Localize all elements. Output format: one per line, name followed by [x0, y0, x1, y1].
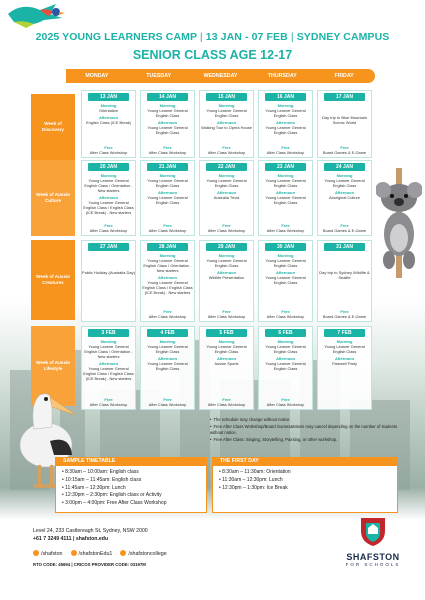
- cell-date: 7 FEB: [324, 329, 365, 337]
- cell-free: Free After Class Workshop: [207, 223, 246, 234]
- first-day-item: • 11:30am – 12:30pm: Lunch: [219, 476, 283, 483]
- cell-morning: Morning Young Learner General English Class: [147, 173, 188, 189]
- cell-morning: Morning Young Learner General English Class: [265, 253, 306, 269]
- cell-free: Free After Class Workshop: [148, 397, 187, 408]
- cell-free: Free After Class Workshop: [266, 223, 305, 234]
- schedule-cell: [81, 326, 136, 410]
- cell-date: 24 JAN: [324, 163, 365, 171]
- cell-afternoon: Afternoon Wildlife Presentation: [208, 270, 245, 281]
- schedule-cell: [140, 240, 195, 322]
- program-campus: SYDNEY CAMPUS: [296, 31, 390, 43]
- note-item: • Free After Class Workshop/Board Games&Movie may cancel depending on the number of students without notice.: [210, 424, 398, 436]
- cell-morning: Morning Young Learner General English Class / Orientation - New starters: [143, 253, 192, 274]
- cell-activity: Day trip to Blue Mountain Scenic World: [322, 114, 367, 126]
- cell-free: Free After Class Workshop: [148, 223, 187, 234]
- youtube-link[interactable]: /shafstonEdu1: [71, 550, 113, 557]
- timetable-item: • 11:45am – 12:30pm: Lunch: [62, 484, 126, 491]
- schedule-cell: [317, 326, 372, 410]
- cell-morning: Morning Young Learner General English Class: [147, 339, 188, 355]
- cell-afternoon: Afternoon Aboriginal Culture: [329, 190, 360, 201]
- cell-date: 3 FEB: [88, 329, 129, 337]
- cell-afternoon: Afternoon Young Learner General English Class: [147, 356, 188, 372]
- timetable-item: • 8:30am – 10:00am: English class: [62, 469, 139, 475]
- week-label-discovery: Week of Discovery: [31, 94, 75, 160]
- cell-morning: Morning Young Learner General English Class: [324, 339, 365, 355]
- cell-date: 31 JAN: [324, 243, 365, 251]
- cell-date: 6 FEB: [265, 329, 306, 337]
- cell-morning: Morning Young Learner General English Class: [147, 103, 188, 119]
- first-day-box: [212, 465, 398, 513]
- website-link[interactable]: shafston.edu: [75, 536, 109, 543]
- facebook-link[interactable]: /shafston: [33, 550, 63, 557]
- cell-afternoon: Afternoon Young Learner General English Class / English Class (ICE Break) - New starters: [142, 275, 193, 296]
- cell-free: Free After Class Workshop: [89, 223, 128, 234]
- schedule-cell: [258, 160, 313, 236]
- cell-date: 5 FEB: [206, 329, 247, 337]
- social-links: [33, 550, 167, 557]
- program-dates: 13 JAN - 07 FEB: [205, 31, 288, 43]
- cell-activity: Day trip to Sydney Wildlife & Sealife: [319, 269, 370, 281]
- schedule-cell: [258, 240, 313, 322]
- cell-free: Free After Class Workshop: [89, 397, 128, 408]
- schedule-cell: [199, 90, 254, 158]
- logo-name: SHAFSTON: [346, 552, 400, 562]
- schedule-cell: [317, 160, 372, 236]
- cell-date: 4 FEB: [147, 329, 188, 337]
- schedule-cell: [199, 240, 254, 322]
- shafston-logo: [338, 515, 408, 567]
- cell-afternoon: Afternoon Australia Trivia: [213, 190, 240, 201]
- cell-morning: Morning Orientation: [98, 103, 119, 114]
- cell-free: Free After Class Workshop: [207, 397, 246, 408]
- cell-afternoon: Afternoon Young Learner General English Class / English Class (ICE Break) - New starters: [83, 361, 134, 382]
- schedule-cell: [81, 90, 136, 158]
- first-day-item: • 12:30pm – 1:30pm: Ice Break: [219, 484, 288, 491]
- note-item: • The schedule may change without notice.: [210, 417, 398, 423]
- schedule-cell: [140, 326, 195, 410]
- program-title: [0, 31, 425, 43]
- schedule-cell: [81, 160, 136, 236]
- cell-morning: Morning Young Learner General English Class: [206, 173, 247, 189]
- cell-date: 14 JAN: [147, 93, 188, 101]
- cell-date: 17 JAN: [324, 93, 365, 101]
- schedule-cell: [199, 160, 254, 236]
- logo-tagline: FOR SCHOOLS: [345, 562, 401, 567]
- cell-free: Free After Class Workshop: [266, 309, 305, 320]
- schedule-cell: [317, 90, 372, 158]
- program-name: 2025 YOUNG LEARNERS CAMP: [35, 31, 197, 43]
- day-friday: FRIDAY: [334, 73, 354, 79]
- sample-timetable-box: [55, 465, 207, 513]
- cell-afternoon: Afternoon Young Learner General English Class: [147, 190, 188, 206]
- cell-date: 20 JAN: [88, 163, 129, 171]
- cell-morning: Morning Young Learner General English Class: [206, 103, 247, 119]
- title-separator: |: [199, 31, 203, 43]
- cell-afternoon: Afternoon Walking Tour to Opera House: [201, 120, 252, 131]
- schedule-cell: [81, 240, 136, 322]
- contact-line: +61 7 3249 4111 | shafston.edu: [33, 536, 109, 543]
- cell-morning: Morning Young Learner General English Class: [324, 173, 365, 189]
- cell-free: Free After Class Workshop: [148, 309, 187, 320]
- cell-date: 28 JAN: [147, 243, 188, 251]
- address-text: Level 24, 233 Castlereagh St, Sydney, NSW 2000: [33, 528, 148, 534]
- cell-date: 30 JAN: [265, 243, 306, 251]
- cell-free: Free After Class Workshop: [148, 145, 187, 156]
- youtube-icon: [71, 550, 77, 556]
- day-tuesday: TUESDAY: [146, 73, 172, 79]
- schedule-cell: [258, 90, 313, 158]
- first-day-item: • 8:30am – 11:30am: Orientation: [219, 469, 291, 475]
- lorikeet-bird-illustration: [4, 0, 66, 30]
- note-item: • Free After Class: Singing, Storytelling, Painting, or other workshop.: [210, 437, 398, 443]
- rto-cricos-codes: RTO CODE: 45694 | CRICOS PROVIDER CODE: 03197M: [33, 562, 146, 567]
- cell-date: 29 JAN: [206, 243, 247, 251]
- phone-number[interactable]: +61 7 3249 4111: [33, 536, 72, 543]
- cell-morning: Morning Young Learner General English Class: [206, 339, 247, 355]
- class-age-title: SENIOR CLASS AGE 12-17: [132, 48, 293, 62]
- weekday-header-bar: [66, 69, 375, 83]
- cell-free: Free Board Games & E-Game: [322, 309, 367, 320]
- cell-date: 21 JAN: [147, 163, 188, 171]
- cell-morning: Morning Young Learner General English Class / Orientation - New starters: [84, 173, 133, 194]
- cell-morning: Morning Young Learner General English Class / Orientation - New starters: [84, 339, 133, 360]
- cell-morning: Morning Young Learner General English Class: [265, 103, 306, 119]
- day-monday: MONDAY: [85, 73, 109, 79]
- day-wednesday: WEDNESDAY: [203, 73, 238, 79]
- cell-afternoon: Afternoon Young Learner General English Class / English Class (ICE Break) - New starters: [83, 195, 134, 216]
- cell-afternoon: Afternoon English Class (ICE Break): [86, 115, 131, 126]
- cell-free: Free After Class Workshop: [266, 397, 305, 408]
- timetable-item: • 12:30pm – 2:30pm: English class or Activity: [62, 492, 162, 499]
- first-day-title: THE FIRST DAY: [212, 457, 398, 465]
- cell-date: 15 JAN: [206, 93, 247, 101]
- instagram-link[interactable]: /shafstoncollege: [120, 550, 166, 557]
- cell-date: 27 JAN: [88, 243, 129, 251]
- week-label-lifestyle: Week of Aussie Lifestyle: [31, 326, 75, 406]
- schedule-cell: [317, 240, 372, 322]
- cell-morning: Morning Young Learner General English Class: [206, 253, 247, 269]
- cell-morning: Morning Young Learner General English Class: [265, 339, 306, 355]
- schedule-cell: [199, 326, 254, 410]
- cell-afternoon: Afternoon Young Learner General English Class: [147, 120, 188, 136]
- cell-morning: Morning Young Learner General English Class: [265, 173, 306, 189]
- week-label-creatures: Week of Aussie Creatures: [31, 240, 75, 320]
- cell-date: 16 JAN: [265, 93, 306, 101]
- schedule-cell: [140, 160, 195, 236]
- cell-afternoon: Afternoon Aussie Sports: [214, 356, 239, 367]
- cell-free: Free After Class Workshop: [207, 145, 246, 156]
- koala-illustration: [376, 168, 422, 278]
- cell-activity: Public Holiday (Australia Day): [82, 269, 135, 275]
- sample-timetable-title: SAMPLE TIMETABLE: [55, 457, 207, 465]
- cell-afternoon: Afternoon Young Learner General English Class: [265, 356, 306, 372]
- day-thursday: THURSDAY: [267, 73, 297, 79]
- shafston-crest-icon: [358, 515, 388, 547]
- cell-afternoon: Afternoon Young Learner General English Class: [265, 270, 306, 286]
- facebook-icon: [33, 550, 39, 556]
- instagram-icon: [120, 550, 126, 556]
- cell-afternoon: Afternoon Young Learner General English Class: [265, 120, 306, 136]
- cell-date: 22 JAN: [206, 163, 247, 171]
- cell-afternoon: Afternoon Young Learner General English Class: [265, 190, 306, 206]
- cell-free: Free Board Games & E-Game: [322, 145, 367, 156]
- cell-free: Free After Class Workshop: [266, 145, 305, 156]
- cell-free: Free After Class Workshop: [207, 309, 246, 320]
- cell-date: 13 JAN: [88, 93, 129, 101]
- timetable-item: • 3:00pm – 4:00pm: Free After Class Workshop: [62, 500, 167, 506]
- schedule-notes: [210, 417, 398, 444]
- cell-afternoon: Afternoon Farewell Party: [332, 356, 357, 367]
- week-label-culture: Week of Aussie Culture: [31, 160, 75, 236]
- cell-free: Free Board Games & E-Game: [322, 223, 367, 234]
- schedule-cell: [258, 326, 313, 410]
- cell-date: 23 JAN: [265, 163, 306, 171]
- contact-footer: [33, 527, 148, 544]
- schedule-cell: [140, 90, 195, 158]
- timetable-item: • 10:15am – 11:45am: English class: [62, 476, 142, 483]
- cell-free: Free After Class Workshop: [89, 145, 128, 156]
- title-separator: |: [290, 31, 294, 43]
